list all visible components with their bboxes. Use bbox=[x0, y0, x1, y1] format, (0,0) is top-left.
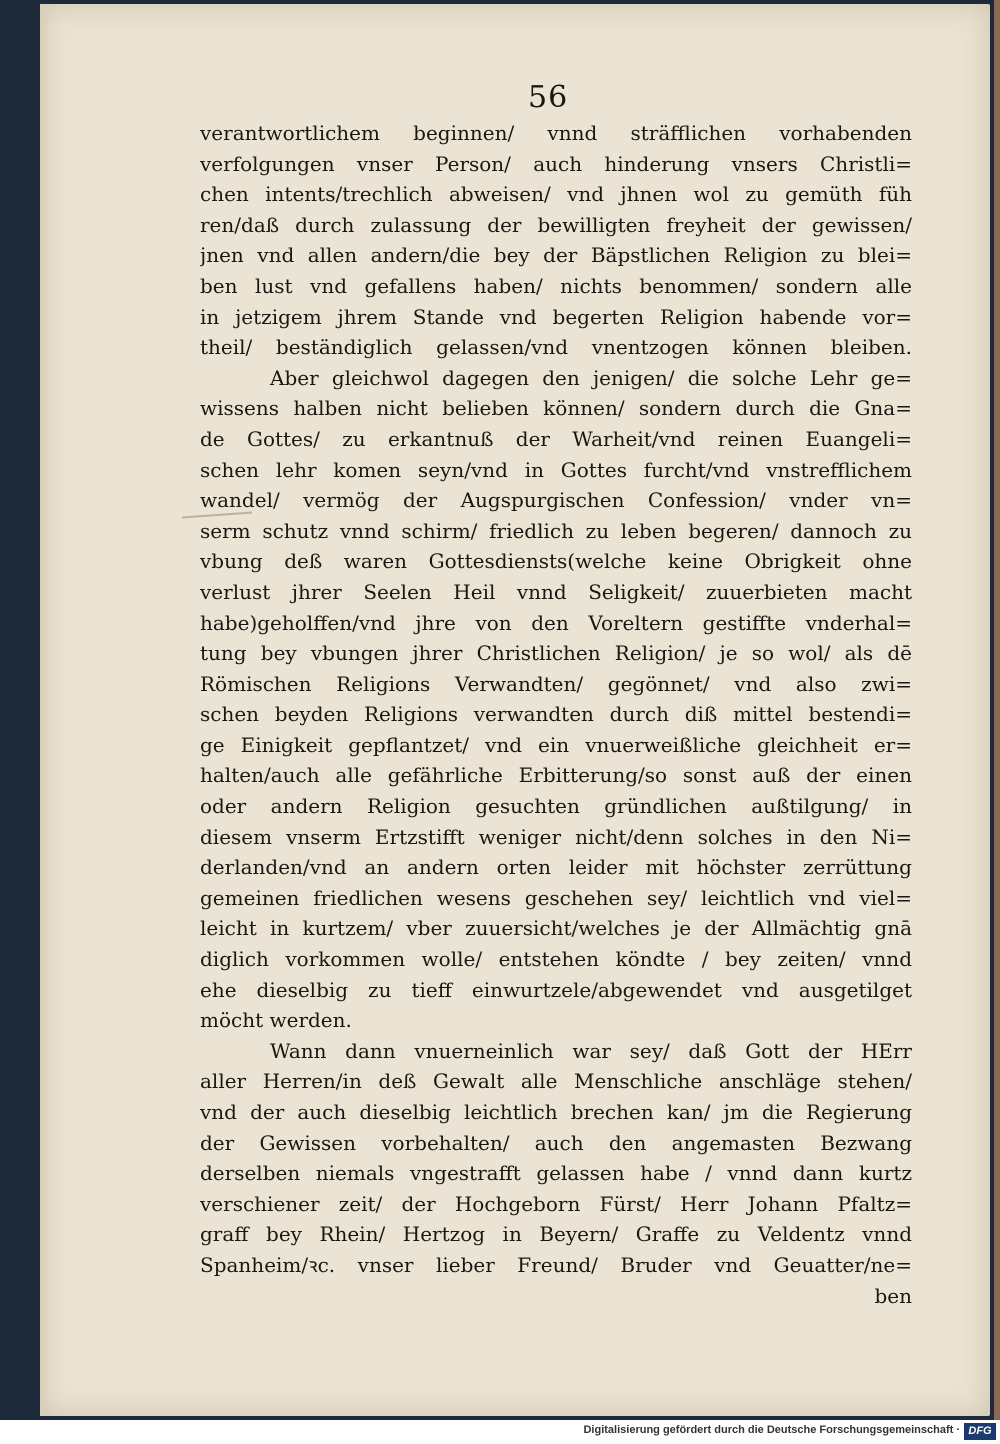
page-text-block bbox=[200, 118, 912, 1311]
text-line: ren/daß durch zulassung der bewilligten freyheit der gewissen/ bbox=[200, 212, 912, 237]
text-line: chen intents/trechlich abweisen/ vnd jhnen wol zu gemüth füh bbox=[200, 182, 912, 207]
funding-credit: Digitalisierung gefördert durch die Deutsche Forschungsgemeinschaft · bbox=[583, 1424, 960, 1436]
text-line: verfolgungen vnser Person/ auch hinderung vnsers Christli= bbox=[200, 151, 912, 176]
catchword: ben bbox=[874, 1283, 912, 1308]
text-line: schen beyden Religions verwandten durch diß mittel bestendi= bbox=[200, 702, 912, 727]
text-line: vnd der auch dieselbig leichtlich brechen kan/ jm die Regierung bbox=[200, 1100, 912, 1124]
text-line: wissens halben nicht belieben können/ sondern durch die Gna= bbox=[200, 396, 912, 421]
text-line: vbung deß waren Gottesdiensts(welche keine Obrigkeit ohne bbox=[200, 549, 912, 574]
text-line: wandel/ vermög der Augspurgischen Confession/ vnder vn= bbox=[200, 488, 912, 513]
text-line: verschiener zeit/ der Hochgeborn Fürst/ Herr Johann Pfaltz= bbox=[200, 1191, 912, 1216]
text-line: de Gottes/ zu erkantnuß der Warheit/vnd reinen Euangeli= bbox=[200, 426, 912, 451]
text-line: theil/ beständiglich gelassen/vnd vnentzogen können bleiben. bbox=[200, 335, 912, 360]
text-line: diesem vnserm Ertzstifft weniger nicht/denn solches in den Ni= bbox=[200, 824, 912, 849]
dfg-logo: DFG bbox=[964, 1423, 996, 1440]
text-line: Aber gleichwol dagegen den jenigen/ die solche Lehr ge= bbox=[270, 365, 912, 390]
text-line: jnen vnd allen andern/die bey der Bäpstlichen Religion zu blei= bbox=[200, 243, 912, 268]
text-line: verantwortlichem beginnen/ vnnd sträfflichen vorhabenden bbox=[200, 121, 912, 145]
page-edge-shadow bbox=[40, 4, 50, 1416]
text-line: Spanheim/ꝛc. vnser lieber Freund/ Bruder vnd Geuatter/ne= bbox=[200, 1252, 912, 1277]
scan-edge-strip bbox=[994, 0, 1000, 1420]
footer-bar bbox=[0, 1420, 1000, 1444]
text-line: ge Einigkeit gepflantzet/ vnd ein vnuerweißliche gleichheit er= bbox=[200, 732, 912, 757]
text-line: serm schutz vnnd schirm/ friedlich zu leben begeren/ dannoch zu bbox=[200, 518, 912, 543]
text-line: leicht in kurtzem/ vber zuuersicht/welches je der Allmächtig gnā bbox=[200, 916, 912, 941]
text-line: graff bey Rhein/ Hertzog in Beyern/ Graffe zu Veldentz vnnd bbox=[200, 1222, 912, 1247]
text-line: derselben niemals vngestrafft gelassen habe / vnnd dann kurtz bbox=[200, 1161, 912, 1186]
text-line: Römischen Religions Verwandten/ gegönnet/ vnd also zwi= bbox=[200, 671, 912, 696]
text-line: diglich vorkommen wolle/ entstehen köndte / bey zeiten/ vnnd bbox=[200, 947, 912, 972]
text-line: gemeinen friedlichen wesens geschehen sey/ leichtlich vnd viel= bbox=[200, 885, 912, 910]
text-line: verlust jhrer Seelen Heil vnnd Seligkeit/ zuuerbieten macht bbox=[200, 579, 912, 604]
text-line: der Gewissen vorbehalten/ auch den angemasten Bezwang bbox=[200, 1130, 912, 1155]
text-line: derlanden/vnd an andern orten leider mit höchster zerrüttung bbox=[200, 855, 912, 880]
text-line: Wann dann vnuerneinlich war sey/ daß Gott der HErr bbox=[270, 1038, 912, 1063]
page-number: 56 bbox=[528, 80, 569, 115]
text-line: tung bey vbungen jhrer Christlichen Religion/ je so wol/ als dē bbox=[200, 641, 912, 666]
text-line: schen lehr komen seyn/vnd in Gottes furcht/vnd vnstrefflichem bbox=[200, 457, 912, 482]
text-line: oder andern Religion gesuchten gründlichen außtilgung/ in bbox=[200, 794, 912, 819]
text-line: ehe dieselbig zu tieff einwurtzele/abgewendet vnd ausgetilget bbox=[200, 977, 912, 1002]
text-line: habe)geholffen/vnd jhre von den Voreltern gestiffte vnderhal= bbox=[200, 610, 912, 635]
text-line: möcht werden. bbox=[200, 1008, 352, 1033]
text-line: ben lust vnd gefallens haben/ nichts benommen/ sondern alle bbox=[200, 273, 912, 298]
text-line: in jetzigem jhrem Stande vnd begerten Religion habende vor= bbox=[200, 304, 912, 329]
text-line: halten/auch alle gefährliche Erbitterung/so sonst auß der einen bbox=[200, 763, 912, 788]
text-line: aller Herren/in deß Gewalt alle Menschliche anschläge stehen/ bbox=[200, 1069, 912, 1094]
